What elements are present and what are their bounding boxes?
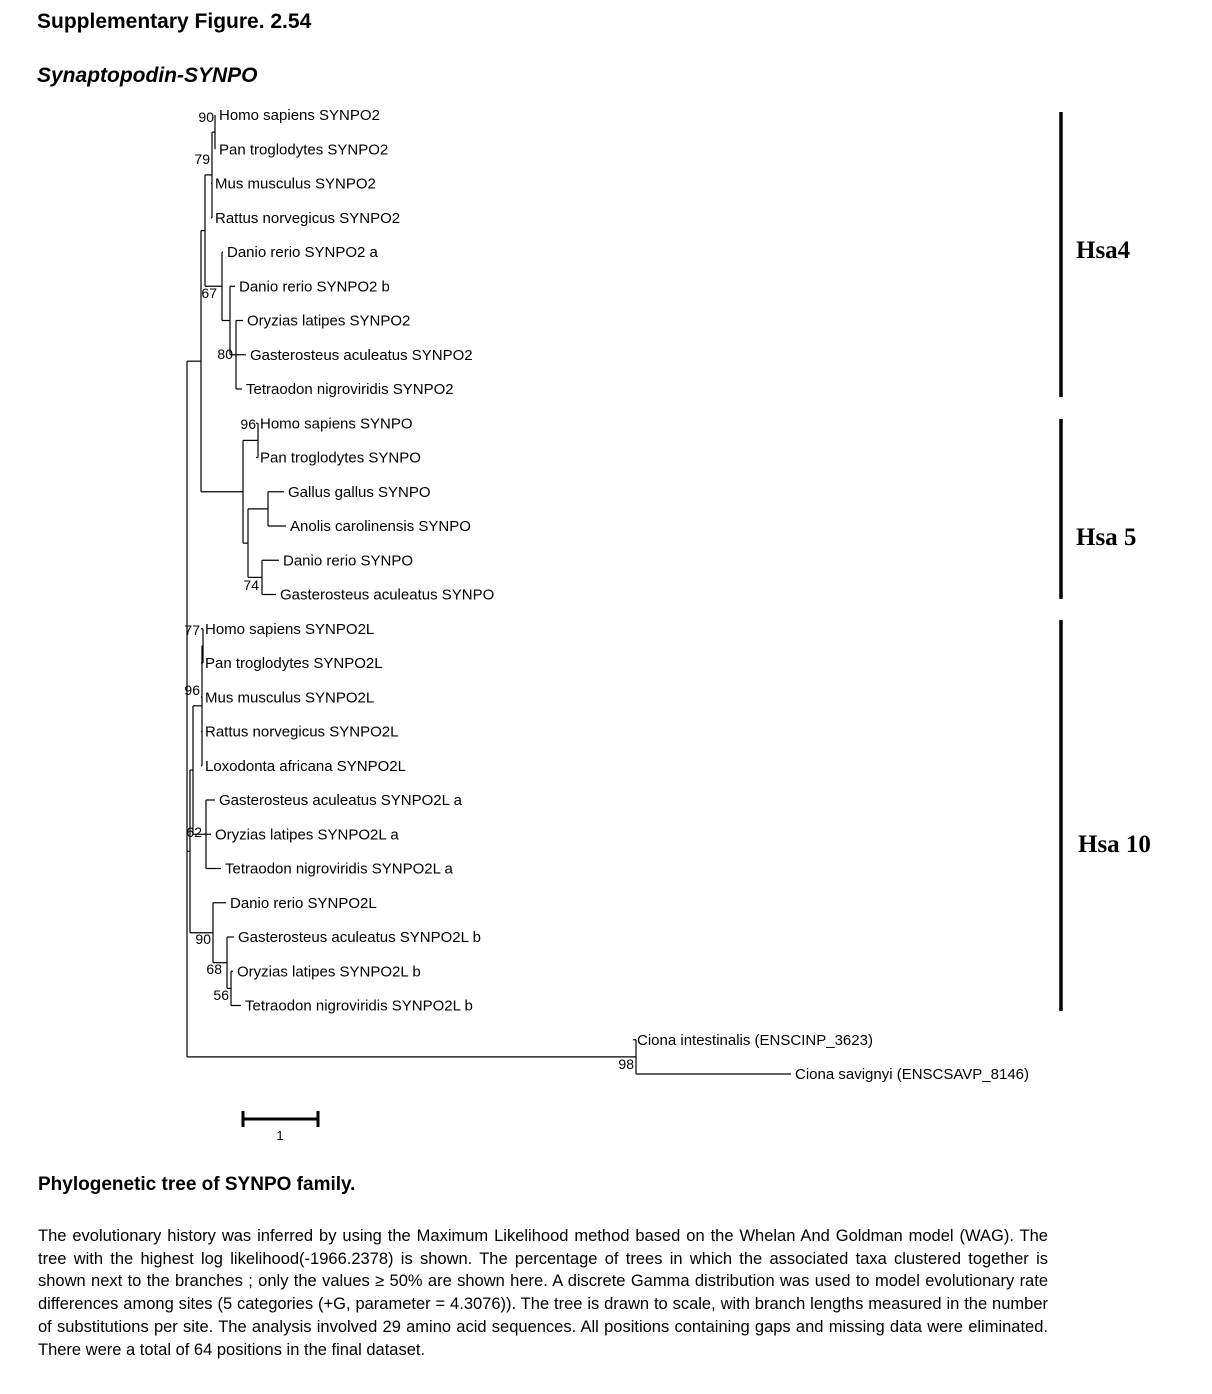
- taxon-tetraodon-nigroviridis-synpo2l-a: Tetraodon nigroviridis SYNPO2L a: [225, 860, 453, 878]
- taxon-gasterosteus-aculeatus-synpo2l-b: Gasterosteus aculeatus SYNPO2L b: [238, 929, 481, 946]
- figure-label: Supplementary Figure. 2.54: [37, 10, 312, 33]
- taxon-tetraodon-nigroviridis-synpo2l-b: Tetraodon nigroviridis SYNPO2L b: [245, 997, 473, 1015]
- taxon-tetraodon-nigroviridis-synpo2: Tetraodon nigroviridis SYNPO2: [246, 381, 454, 398]
- taxon-homo-sapiens-synpo2l: Homo sapiens SYNPO2L: [205, 620, 375, 638]
- bootstrap-value: 74: [243, 577, 259, 593]
- taxon-danio-rerio-synpo2-a: Danio rerio SYNPO2 a: [227, 244, 378, 261]
- taxon-pan-troglodytes-synpo2: Pan troglodytes SYNPO2: [219, 141, 389, 159]
- figure-subtitle: Synaptopodin-SYNPO: [37, 64, 258, 87]
- bootstrap-value: 67: [201, 285, 217, 301]
- caption-body: The evolutionary history was inferred by using the Maximum Likelihood method based on the Whelan And Goldman model (WAG). The tree with the highest log likelihood(-1966.2378) is shown. The percentage of trees in which the associated taxa clustered together is shown next to the branches ; only the values ≥ 50% are shown here. A discrete Gamma distribution was used to model evolutionary rate differences among sites (5 categories (+G, parameter = 4.3076)). The tree is drawn to scale, with branch lengths measured in the number of substitutions per site. The analysis involved 29 amino acid sequences. All positions containing gaps and missing data were eliminated. There were a total of 64 positions in the final dataset.: [38, 1227, 1048, 1359]
- group-label-hsa4: Hsa4: [1076, 237, 1131, 264]
- taxon-oryzias-latipes-synpo2: Oryzias latipes SYNPO2: [247, 312, 411, 330]
- bootstrap-value: 96: [240, 416, 256, 432]
- bootstrap-value: 96: [184, 682, 200, 698]
- bootstrap-value: 80: [217, 346, 233, 362]
- bootstrap-value: 90: [195, 931, 211, 947]
- bootstrap-value: 77: [184, 622, 200, 638]
- bootstrap-value: 98: [618, 1056, 634, 1072]
- taxon-homo-sapiens-synpo: Homo sapiens SYNPO: [260, 415, 413, 433]
- bootstrap-value: 68: [206, 961, 222, 977]
- taxon-pan-troglodytes-synpo2l: Pan troglodytes SYNPO2L: [205, 655, 383, 672]
- bootstrap-value: 79: [194, 151, 210, 167]
- taxon-rattus-norvegicus-synpo2: Rattus norvegicus SYNPO2: [215, 209, 401, 227]
- taxon-gasterosteus-aculeatus-synpo2: Gasterosteus aculeatus SYNPO2: [250, 346, 473, 364]
- taxon-rattus-norvegicus-synpo2l: Rattus norvegicus SYNPO2L: [205, 723, 399, 741]
- taxon-danio-rerio-synpo2l: Danio rerio SYNPO2L: [230, 894, 377, 912]
- group-label-hsa-5: Hsa 5: [1076, 524, 1137, 551]
- taxon-oryzias-latipes-synpo2l-b: Oryzias latipes SYNPO2L b: [237, 963, 421, 981]
- taxon-labels: [205, 107, 1029, 1083]
- taxon-gasterosteus-aculeatus-synpo: Gasterosteus aculeatus SYNPO: [280, 586, 495, 604]
- taxon-pan-troglodytes-synpo: Pan troglodytes SYNPO: [260, 449, 421, 467]
- scale-bar: [243, 1111, 318, 1143]
- taxon-mus-musculus-synpo2: Mus musculus SYNPO2: [215, 175, 376, 193]
- taxon-homo-sapiens-synpo2: Homo sapiens SYNPO2: [219, 107, 380, 124]
- bootstrap-value: 90: [198, 109, 214, 125]
- chromosome-groups: [1061, 112, 1151, 1011]
- scale-bar-label: 1: [276, 1128, 284, 1143]
- taxon-loxodonta-africana-synpo2l: Loxodonta africana SYNPO2L: [205, 757, 406, 775]
- taxon-mus-musculus-synpo2l: Mus musculus SYNPO2L: [205, 689, 375, 707]
- bootstrap-value: 62: [186, 824, 202, 840]
- group-label-hsa-10: Hsa 10: [1078, 831, 1151, 858]
- taxon-oryzias-latipes-synpo2l-a: Oryzias latipes SYNPO2L a: [215, 826, 399, 844]
- taxon-ciona-intestinalis-enscinp-3623: Ciona intestinalis (ENSCINP_3623): [637, 1031, 873, 1049]
- taxon-gallus-gallus-synpo: Gallus gallus SYNPO: [288, 483, 431, 501]
- taxon-danio-rerio-synpo: Danio rerio SYNPO: [283, 552, 414, 570]
- bootstrap-value: 56: [213, 987, 229, 1003]
- caption-title: Phylogenetic tree of SYNPO family.: [38, 1174, 356, 1195]
- taxon-ciona-savignyi-enscsavp-8146: Ciona savignyi (ENSCSAVP_8146): [795, 1066, 1030, 1083]
- taxon-anolis-carolinensis-synpo: Anolis carolinensis SYNPO: [290, 518, 471, 535]
- taxon-gasterosteus-aculeatus-synpo2l-a: Gasterosteus aculeatus SYNPO2L a: [219, 792, 462, 809]
- taxon-danio-rerio-synpo2-b: Danio rerio SYNPO2 b: [239, 278, 390, 296]
